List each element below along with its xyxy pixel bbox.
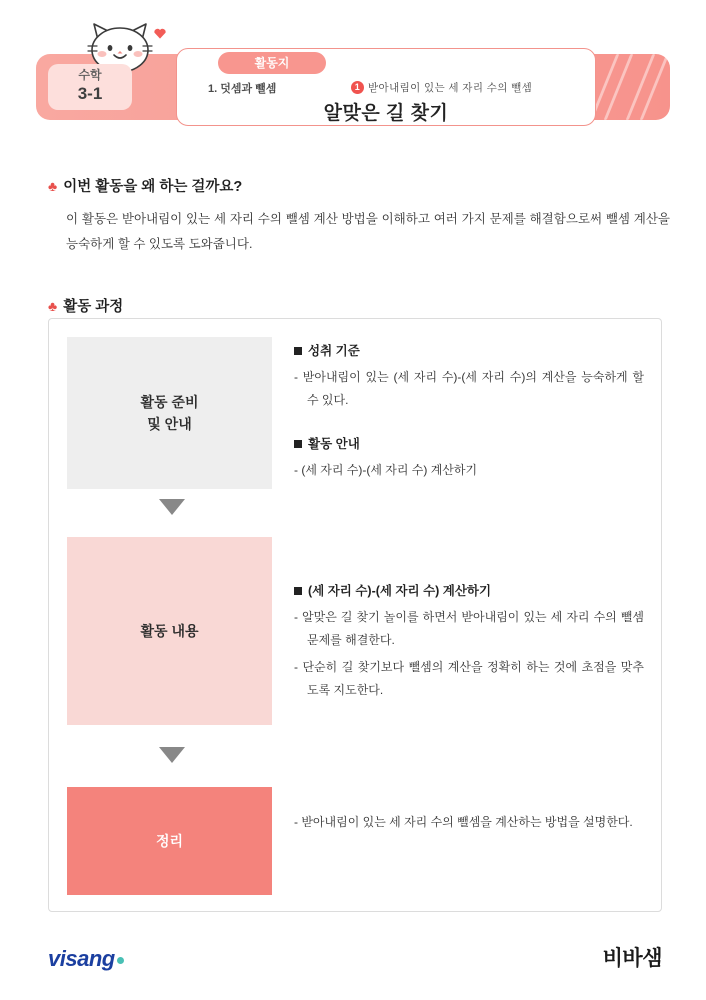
worksheet-type-tag: 활동지 xyxy=(218,52,326,74)
square-bullet-icon xyxy=(294,587,302,595)
block-title-calculation xyxy=(294,581,644,599)
flow-stage-summary: 정리 xyxy=(67,787,272,895)
flow-content-summary xyxy=(294,811,644,837)
activity-flow-container xyxy=(48,318,662,912)
bullet-item: - (세 자리 수)-(세 자리 수) 계산하기 xyxy=(294,462,478,477)
block-title-achievement-label: 성취 기준 xyxy=(308,344,360,358)
flow-content-activity xyxy=(294,581,644,706)
block-title-calculation-label: (세 자리 수)-(세 자리 수) 계산하기 xyxy=(308,584,492,598)
square-bullet-icon xyxy=(294,440,302,448)
arrow-down-icon xyxy=(159,499,185,515)
bullet-item: - 단순히 길 찾기보다 뺄셈의 계산을 정확히 하는 것에 초점을 맞추도록 지도한다. xyxy=(294,659,644,698)
subject-badge xyxy=(48,64,132,110)
arrow-down-icon xyxy=(159,747,185,763)
clover-icon: ♣ xyxy=(48,178,58,194)
flow-stage-preparation-line1: 활동 준비 xyxy=(140,393,199,410)
subject-label: 수학 xyxy=(78,68,102,82)
visang-logo xyxy=(48,946,124,972)
section-heading-process-label: 활동 과정 xyxy=(63,299,124,315)
why-body-text: 이 활동은 받아내림이 있는 세 자리 수의 뺄셈 계산 방법을 이해하고 여러 가지 문제를 해결함으로써 뺄셈 계산을 능숙하게 할 수 있도록 도와줍니다. xyxy=(66,212,670,251)
block-title-guide-label: 활동 안내 xyxy=(308,436,360,451)
bullet-item: - 알맞은 길 찾기 놀이를 하면서 받아내림이 있는 세 자리 수의 뺄셈 문제를 해결한다. xyxy=(294,610,644,648)
visang-logo-label: visang xyxy=(48,946,115,971)
flow-stage-preparation-line2: 및 안내 xyxy=(147,416,192,432)
flow-stage-content: 활동 내용 xyxy=(67,537,272,725)
banner-shine-icon xyxy=(640,54,670,120)
page-title: 알맞은 길 찾기 xyxy=(323,103,449,124)
lesson-number-badge: 1 xyxy=(351,81,364,94)
flow-content-preparation xyxy=(294,341,644,485)
grade-label: 3-1 xyxy=(77,83,103,103)
page-header xyxy=(36,18,670,124)
breadcrumb-topic-label: 받아내림이 있는 세 자리 수의 뺄셈 xyxy=(368,82,533,94)
block-title-guide xyxy=(294,434,644,452)
square-bullet-icon xyxy=(294,347,302,355)
breadcrumb-unit: 1. 덧셈과 뺄셈 xyxy=(208,83,277,95)
section-heading-process xyxy=(48,295,123,316)
clover-icon: ♣ xyxy=(48,298,58,314)
breadcrumb-topic xyxy=(351,80,532,95)
section-heading-why xyxy=(48,175,242,196)
flow-stage-preparation xyxy=(67,337,272,489)
visang-logo-dot-icon xyxy=(117,957,124,964)
bullet-item: - 받아내림이 있는 (세 자리 수)-(세 자리 수)의 계산을 능숙하게 할 수 있다. xyxy=(294,370,644,408)
bullet-item: - 받아내림이 있는 세 자리 수의 뺄셈을 계산하는 방법을 설명한다. xyxy=(294,815,633,829)
section-heading-why-label: 이번 활동을 왜 하는 걸까요? xyxy=(63,179,243,195)
banner-shine-icon xyxy=(626,54,656,120)
block-title-achievement xyxy=(294,341,644,359)
bibasam-logo: 비바샘 xyxy=(602,947,662,970)
